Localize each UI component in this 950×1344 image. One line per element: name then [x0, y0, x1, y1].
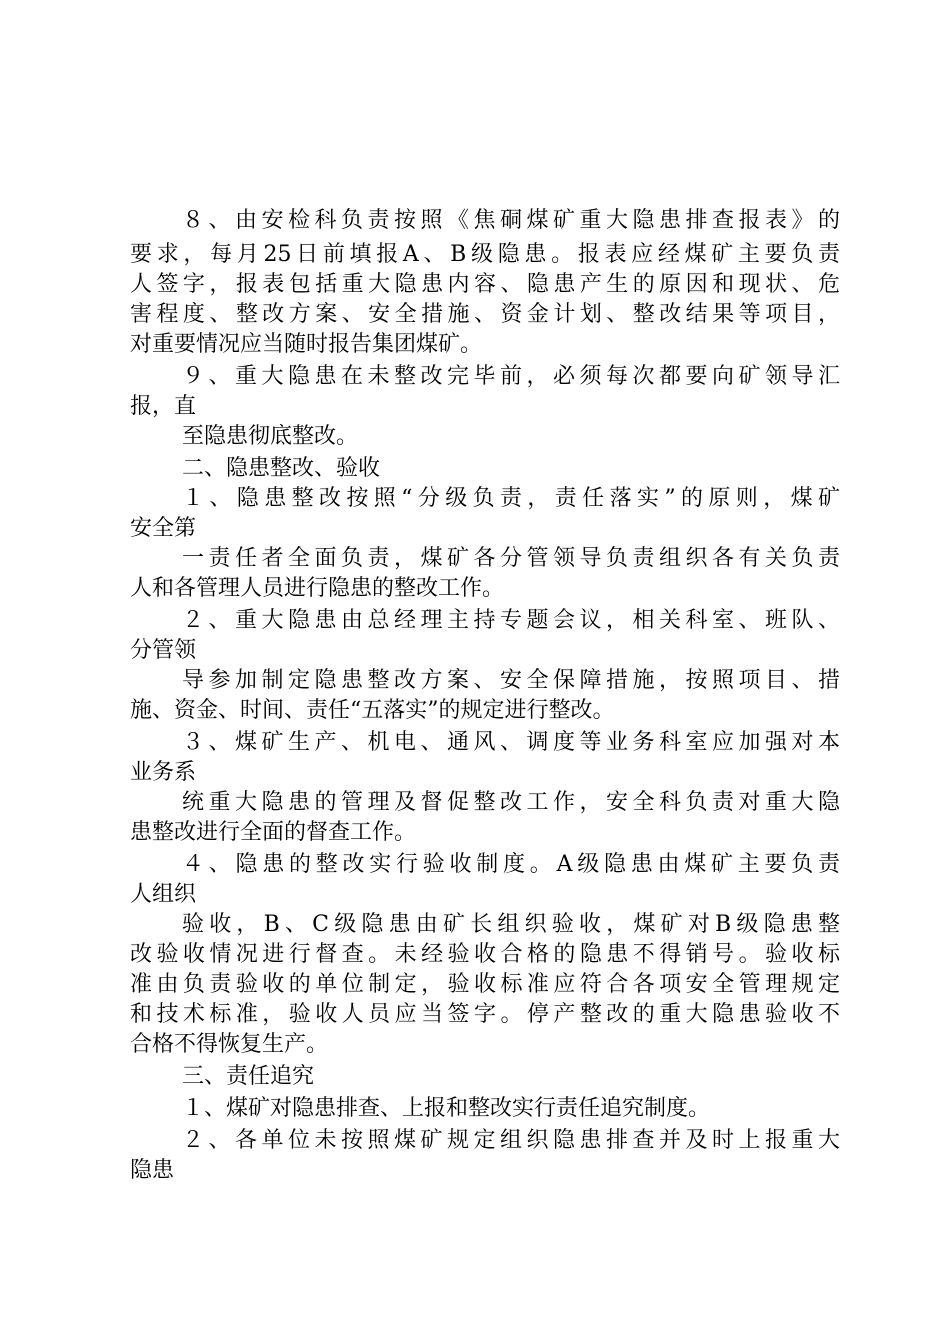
text-line: 验收，B、C级隐患由矿长组织验收，煤矿对B级隐患整: [182, 912, 840, 937]
text-line: 人和各管理人员进行隐患的整改工作。: [130, 576, 505, 601]
text-line: 人组织: [130, 882, 197, 907]
text-line: 导参加制定隐患整改方案、安全保障措施，按照项目、措: [182, 668, 840, 693]
text-line: 一责任者全面负责，煤矿各分管领导负责组织各有关负责: [182, 546, 840, 571]
text-line: 患整改进行全面的督查工作。: [130, 820, 417, 845]
text-line: ８、由安检科负责按照《焦硐煤矿重大隐患排查报表》的: [182, 208, 840, 233]
text-line: 合格不得恢复生产。: [130, 1032, 329, 1057]
text-line: ２、各单位未按照煤矿规定组织隐患排查并及时上报重大: [182, 1128, 840, 1153]
text-line: 要求，每月25日前填报A、B级隐患。报表应经煤矿主要负责: [130, 242, 840, 267]
text-line: １、煤矿对隐患排查、上报和整改实行责任追究制度。: [182, 1096, 711, 1121]
text-line: ４、隐患的整改实行验收制度。A级隐患由煤矿主要负责: [182, 852, 840, 877]
text-line: 和技术标准，验收人员应当签字。停产整改的重大隐患验收不: [130, 1002, 840, 1027]
section-heading: 三、责任追究: [182, 1064, 315, 1089]
text-line: １、隐患整改按照“分级负责，责任落实”的原则，煤矿: [182, 486, 840, 511]
text-line: 报，直: [130, 394, 197, 419]
text-line: 统重大隐患的管理及督促整改工作，安全科负责对重大隐: [182, 790, 840, 815]
text-line: ３、煤矿生产、机电、通风、调度等业务科室应加强对本: [182, 730, 840, 755]
text-line: ９、重大隐患在未整改完毕前，必须每次都要向矿领导汇: [182, 364, 840, 389]
text-line: 施、资金、时间、责任“五落实”的规定进行整改。: [130, 698, 615, 723]
text-line: 安全第: [130, 516, 197, 541]
text-line: 业务系: [130, 760, 197, 785]
section-heading: 二、隐患整改、验收: [182, 456, 381, 481]
text-line: 至隐患彻底整改。: [182, 424, 359, 449]
text-line: 对重要情况应当随时报告集团煤矿。: [130, 332, 483, 357]
text-line: 分管领: [130, 638, 197, 663]
text-line: 改验收情况进行督查。未经验收合格的隐患不得销号。验收标: [130, 942, 840, 967]
text-line: 害程度、整改方案、安全措施、资金计划、整改结果等项目，: [130, 302, 840, 327]
text-line: 准由负责验收的单位制定，验收标准应符合各项安全管理规定: [130, 972, 840, 997]
text-line: 隐患: [130, 1158, 175, 1183]
text-line: ２、重大隐患由总经理主持专题会议，相关科室、班队、: [182, 608, 840, 633]
text-line: 人签字，报表包括重大隐患内容、隐患产生的原因和现状、危: [130, 272, 840, 297]
